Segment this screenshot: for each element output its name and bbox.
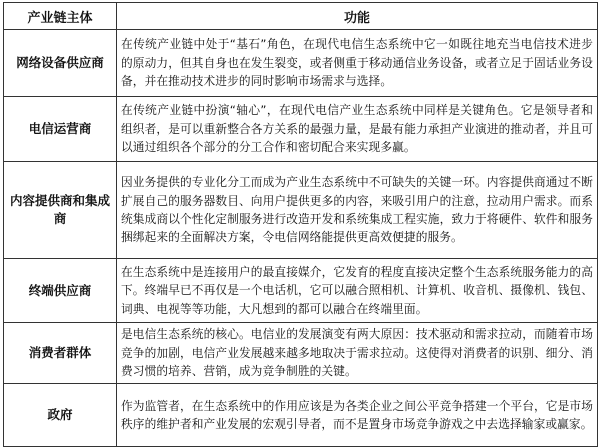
table-row: [4, 384, 598, 447]
row-function: 因业务提供的专业化分工而成为产业生态系统中不可缺失的关键一环。内容提供商通过不断扩展自己的服务器数目、向用户提供更多的内容，来吸引用户的注意，拉动用户需求。而系统集成商以个性化定制服务进行改造开发和系统集成工程实施，致力于将硬件、软件和服务捆绑起来的全面解决方案，令电信网络能提供更高效便捷的服务。: [117, 162, 598, 259]
row-subject: 政府: [4, 384, 117, 447]
row-subject: 内容提供商和集成商: [4, 162, 117, 259]
row-function: 在生态系统中是连接用户的最直接媒介，它发育的程度直接决定整个生态系统服务能力的高下。终端早已不再仅是一个电话机，它可以融合照相机、计算机、收音机、摄像机、钱包、词典、电视等等功能，大凡想到的都可以融合在终端里面。: [117, 259, 598, 323]
row-function: 在传统产业链中扮演“轴心”，在现代电信产业生态系统中同样是关键角色。它是领导者和组织者，是可以重新整合各方关系的最强力量，是最有能力承担产业演进的推动者，并且可以通过组织各个部分的分工合作和密切配合来实现多赢。: [117, 97, 598, 162]
industry-chain-table: [3, 2, 598, 447]
header-function: 功能: [117, 3, 598, 30]
header-subject: 产业链主体: [4, 3, 117, 30]
row-function: 在传统产业链中处于“基石”角色，在现代电信生态系统中它一如既往地充当电信技术进步的原动力，但其自身也在发生裂变，或者侧重于移动通信业务设备，或者立足于固话业务设备，并在推动技术进步的同时影响市场需求与选择。: [117, 30, 598, 97]
row-subject: 终端供应商: [4, 259, 117, 323]
row-function: 是电信生态系统的核心。电信业的发展演变有两大原因：技术驱动和需求拉动，而随着市场竞争的加剧，电信产业发展越来越多地取决于需求拉动。这使得对消费者的识别、细分、消费习惯的培养、营销，成为竞争制胜的关键。: [117, 323, 598, 384]
table-row: [4, 259, 598, 323]
table-row: [4, 97, 598, 162]
table-row: [4, 162, 598, 259]
row-function: 作为监管者，在生态系统中的作用应该是为各类企业之间公平竞争搭建一个平台，它是市场秩序的维护者和产业发展的宏观引导者，而不是置身市场竞争游戏之中去选择输家或赢家。: [117, 384, 598, 447]
row-subject: 网络设备供应商: [4, 30, 117, 97]
table-row: [4, 30, 598, 97]
header-row: [4, 3, 598, 30]
row-subject: 电信运营商: [4, 97, 117, 162]
row-subject: 消费者群体: [4, 323, 117, 384]
table-row: [4, 323, 598, 384]
